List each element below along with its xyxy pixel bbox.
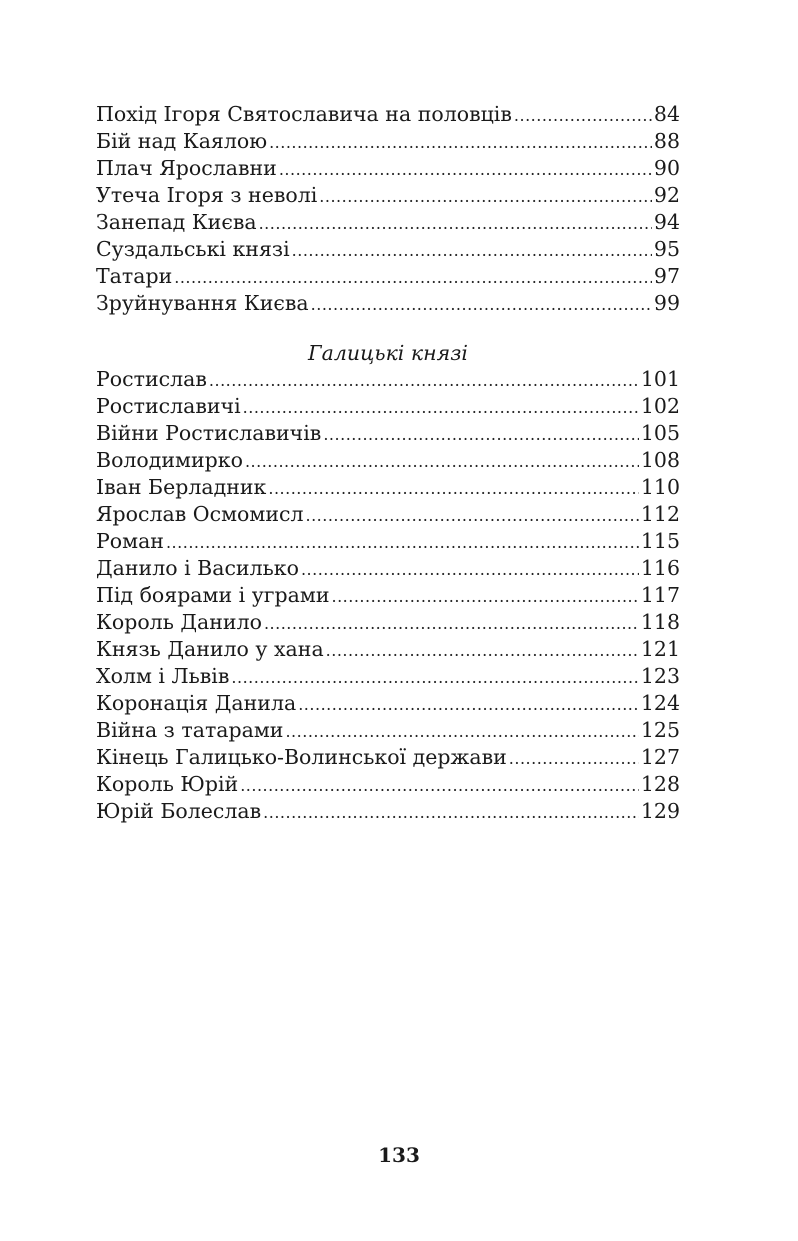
toc-entry <box>96 528 680 555</box>
toc-entry-title: Іван Берладник <box>96 475 267 499</box>
toc-dot-leader <box>174 264 652 290</box>
toc-entry <box>96 290 680 317</box>
toc-entry-page: 121 <box>640 637 680 661</box>
toc-entry <box>96 717 680 744</box>
toc-entry-page: 123 <box>640 664 680 688</box>
toc-entry-page: 101 <box>640 367 680 391</box>
toc-entry-page: 99 <box>653 291 680 315</box>
toc-dot-leader <box>298 691 639 717</box>
toc-dot-leader <box>243 394 639 420</box>
toc-entry-page: 84 <box>653 102 680 126</box>
toc-entry-title: Плач Ярославни <box>96 156 277 180</box>
toc-entry-page: 105 <box>640 421 680 445</box>
toc-dot-leader <box>306 502 639 528</box>
toc-entry-page: 125 <box>640 718 680 742</box>
toc-dot-leader <box>332 583 639 609</box>
toc-entry <box>96 182 680 209</box>
toc-entry-title: Похід Ігоря Святославича на половців <box>96 102 512 126</box>
toc-entry-title: Бій над Каялою <box>96 129 268 153</box>
toc-dot-leader <box>285 718 638 744</box>
toc-dot-leader <box>263 799 639 825</box>
toc-entry-page: 128 <box>640 772 680 796</box>
toc-entry-page: 115 <box>640 529 680 553</box>
toc-entry <box>96 236 680 263</box>
section-heading: Галицькі князі <box>308 341 468 365</box>
toc-dot-leader <box>514 102 652 128</box>
toc-dot-leader <box>259 210 652 236</box>
toc-dot-leader <box>319 183 652 209</box>
toc-entry <box>96 474 680 501</box>
toc-entry-title: Холм і Львів <box>96 664 230 688</box>
toc-entry-title: Король Данило <box>96 610 262 634</box>
toc-entry <box>96 366 680 393</box>
toc-entry-title: Війни Ростиславичів <box>96 421 322 445</box>
toc-entry <box>96 609 680 636</box>
toc-dot-leader <box>231 664 638 690</box>
toc-dot-leader <box>323 421 639 447</box>
toc-entry <box>96 663 680 690</box>
toc-dot-leader <box>166 529 639 555</box>
toc-entry <box>96 128 680 155</box>
toc-entry-title: Татари <box>96 264 173 288</box>
toc-entry <box>96 744 680 771</box>
toc-dot-leader <box>292 237 652 263</box>
toc-entry-page: 112 <box>640 502 680 526</box>
toc-entry <box>96 101 680 128</box>
toc-entry-page: 90 <box>653 156 680 180</box>
toc-entry-title: Утеча Ігоря з неволі <box>96 183 318 207</box>
toc-entry <box>96 263 680 290</box>
toc-list-part1 <box>96 101 680 317</box>
toc-entry-page: 92 <box>653 183 680 207</box>
toc-dot-leader <box>269 129 652 155</box>
toc-entry-title: Війна з татарами <box>96 718 284 742</box>
toc-entry <box>96 798 680 825</box>
toc-entry <box>96 582 680 609</box>
toc-entry <box>96 209 680 236</box>
toc-entry-title: Ростислав <box>96 367 207 391</box>
toc-entry-title: Володимирко <box>96 448 243 472</box>
toc-entry-page: 127 <box>640 745 680 769</box>
toc-entry-title: Юрій Болеслав <box>96 799 262 823</box>
toc-entry <box>96 636 680 663</box>
toc-entry-page: 108 <box>640 448 680 472</box>
toc-entry <box>96 420 680 447</box>
toc-dot-leader <box>240 772 639 798</box>
toc-entry-page: 129 <box>640 799 680 823</box>
toc-entry-page: 116 <box>640 556 680 580</box>
toc-entry-title: Роман <box>96 529 164 553</box>
toc-entry-title: Князь Данило у хана <box>96 637 324 661</box>
toc-entry-page: 94 <box>653 210 680 234</box>
toc-entry <box>96 155 680 182</box>
toc-entry-page: 117 <box>640 583 680 607</box>
toc-dot-leader <box>326 637 639 663</box>
toc-entry <box>96 501 680 528</box>
toc-entry-title: Данило і Василько <box>96 556 299 580</box>
toc-entry-page: 95 <box>653 237 680 261</box>
toc-entry-title: Занепад Києва <box>96 210 257 234</box>
toc-entry <box>96 393 680 420</box>
toc-dot-leader <box>268 475 638 501</box>
toc-dot-leader <box>311 291 652 317</box>
toc-dot-leader <box>301 556 639 582</box>
toc-entry-title: Під боярами і уграми <box>96 583 330 607</box>
toc-entry-title: Кінець Галицько-Волинської держави <box>96 745 507 769</box>
toc-entry <box>96 555 680 582</box>
page-number: 133 <box>378 1143 420 1167</box>
toc-dot-leader <box>509 745 639 771</box>
toc-entry-page: 102 <box>640 394 680 418</box>
toc-dot-leader <box>245 448 639 474</box>
toc-entry-page: 88 <box>653 129 680 153</box>
toc-dot-leader <box>264 610 639 636</box>
toc-entry-title: Ярослав Осмомисл <box>96 502 304 526</box>
toc-entry-title: Коронація Данила <box>96 691 297 715</box>
toc-entry-title: Ростиславичі <box>96 394 241 418</box>
toc-entry-page: 110 <box>640 475 680 499</box>
toc-list-part2 <box>96 366 680 825</box>
toc-dot-leader <box>279 156 652 182</box>
toc-entry-title: Суздальські князі <box>96 237 290 261</box>
toc-entry-page: 118 <box>640 610 680 634</box>
toc-entry <box>96 771 680 798</box>
toc-entry-page: 97 <box>653 264 680 288</box>
toc-dot-leader <box>209 367 639 393</box>
toc-entry <box>96 690 680 717</box>
toc-entry-title: Зруйнування Києва <box>96 291 309 315</box>
toc-entry-page: 124 <box>640 691 680 715</box>
toc-entry-title: Король Юрій <box>96 772 239 796</box>
toc-entry <box>96 447 680 474</box>
